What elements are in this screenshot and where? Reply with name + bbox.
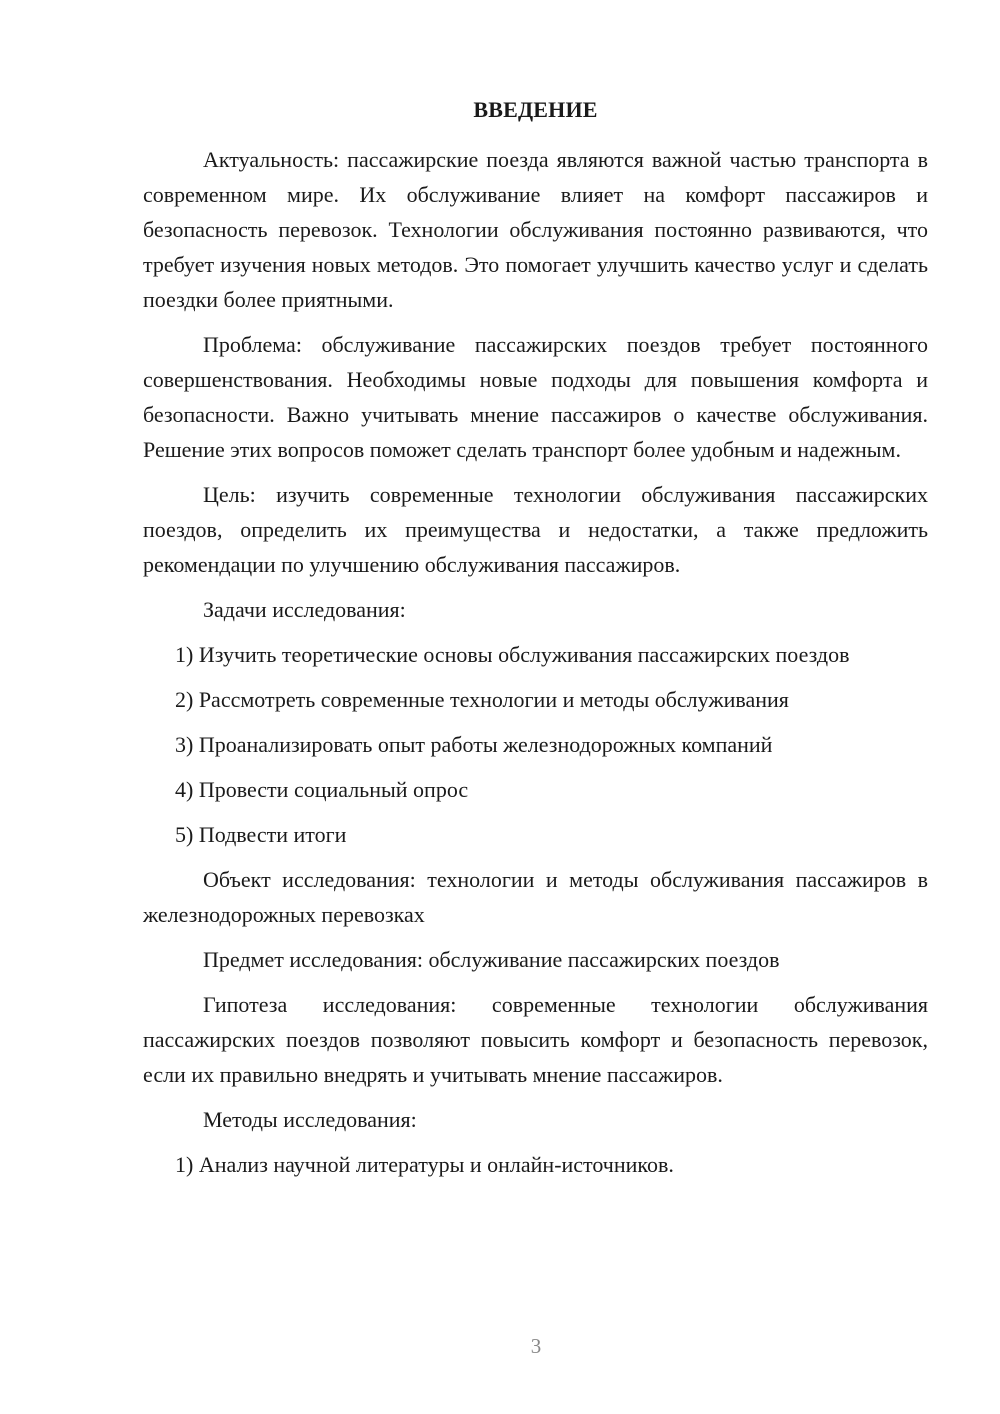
- task-item: 4) Провести социальный опрос: [175, 777, 469, 802]
- task-item: 1) Изучить теоретические основы обслуживания пассажирских поездов: [175, 642, 850, 667]
- relevance-paragraph: Актуальность: пассажирские поезда являются важной частью транспорта в современном мире. Их обслуживание влияет на комфорт пассажиров и безопасность перевозок. Технологии обслуживания постоянно развиваются, что требует изучения новых методов. Это помогает улучшить качество услуг и сделать поездки более приятными.: [143, 147, 928, 312]
- page-number: 3: [530, 1334, 542, 1358]
- subject-paragraph: Предмет исследования: обслуживание пассажирских поездов: [203, 947, 780, 972]
- task-item: 3) Проанализировать опыт работы железнодорожных компаний: [175, 732, 773, 757]
- task-item: 2) Рассмотреть современные технологии и методы обслуживания: [175, 687, 789, 712]
- page-content: [143, 95, 928, 1192]
- hypothesis-paragraph: Гипотеза исследования: современные технологии обслуживания пассажирских поездов позволяют повысить комфорт и безопасность перевозок, если их правильно внедрять и учитывать мнение пассажиров.: [143, 992, 928, 1087]
- task-item: 5) Подвести итоги: [175, 822, 347, 847]
- object-paragraph: Объект исследования: технологии и методы обслуживания пассажиров в железнодорожных перевозках: [143, 867, 928, 927]
- section-title: ВВЕДЕНИЕ: [473, 97, 598, 122]
- goal-paragraph: Цель: изучить современные технологии обслуживания пассажирских поездов, определить их преимущества и недостатки, а также предложить рекомендации по улучшению обслуживания пассажиров.: [143, 482, 928, 577]
- method-item: 1) Анализ научной литературы и онлайн-источников.: [175, 1152, 674, 1177]
- problem-paragraph: Проблема: обслуживание пассажирских поездов требует постоянного совершенствования. Необходимы новые подходы для повышения комфорта и безопасности. Важно учитывать мнение пассажиров о качестве обслуживания. Решение этих вопросов поможет сделать транспорт более удобным и надежным.: [143, 332, 928, 462]
- tasks-heading: Задачи исследования:: [203, 597, 406, 622]
- methods-heading: Методы исследования:: [203, 1107, 417, 1132]
